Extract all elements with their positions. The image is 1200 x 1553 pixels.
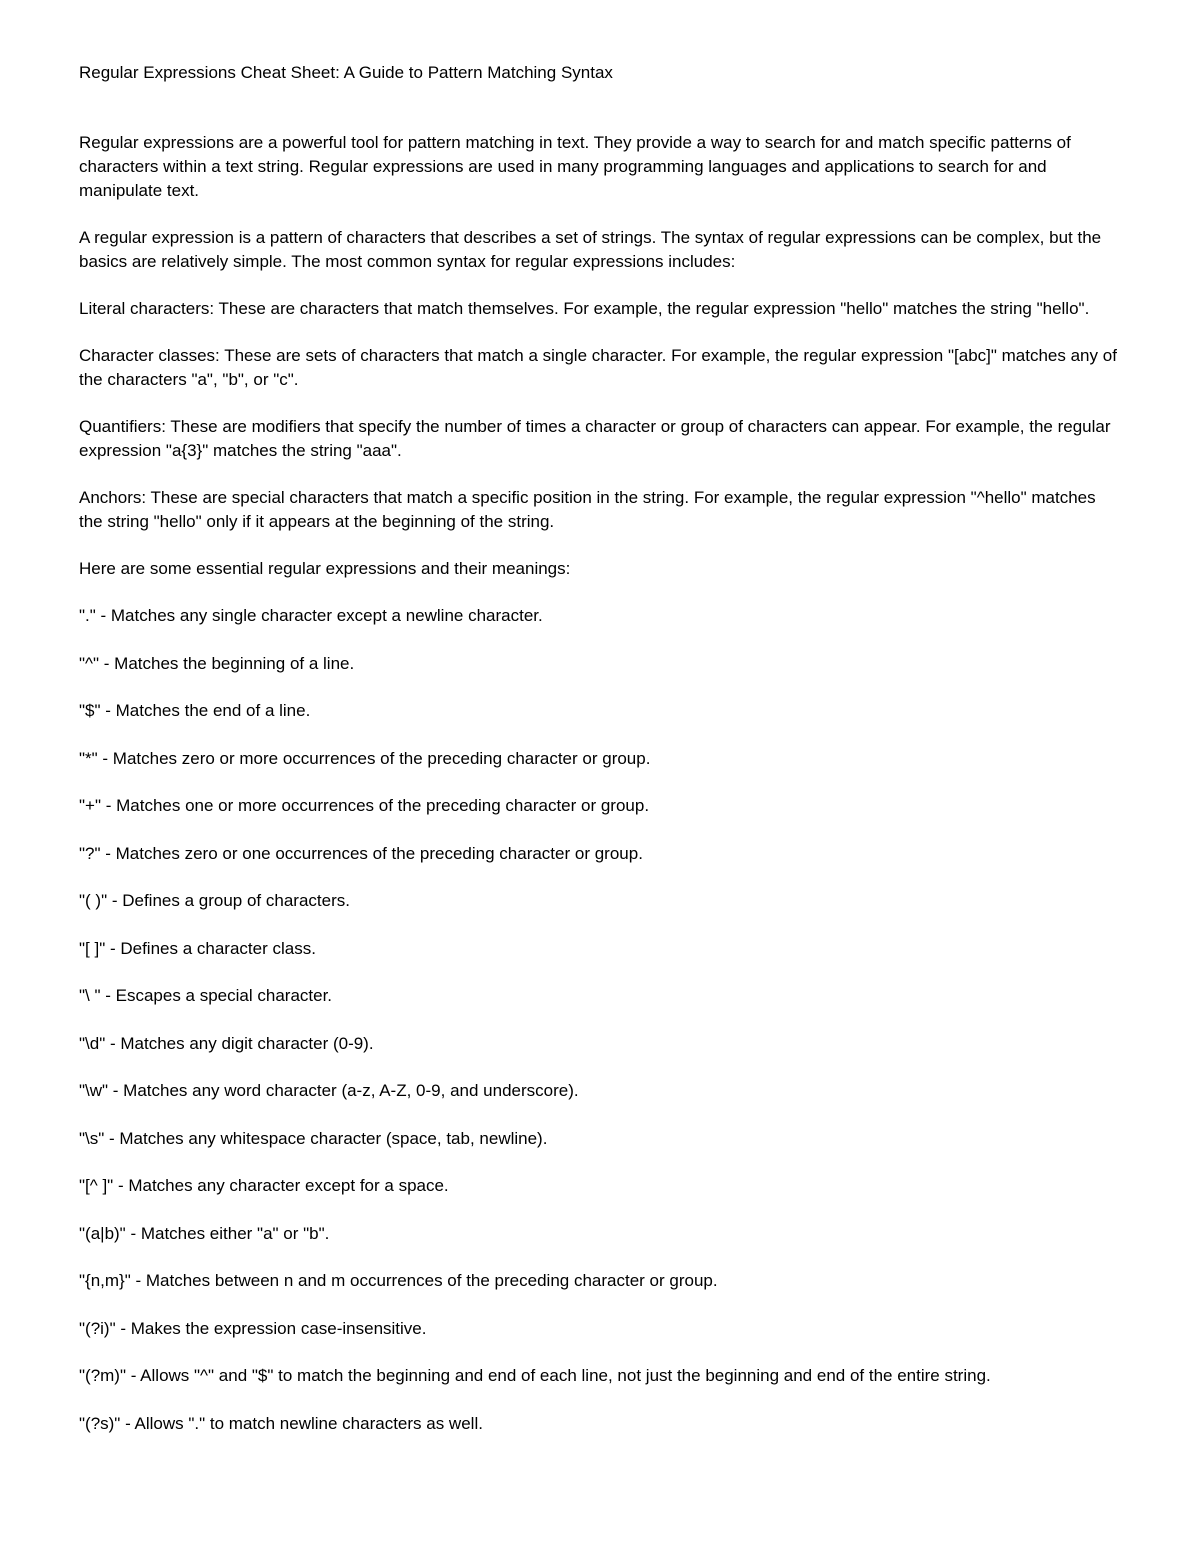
regex-entry: "(?s)" - Allows "." to match newline characters as well.: [79, 1413, 483, 1433]
regex-entry-list: [79, 604, 1119, 1436]
document-body: [79, 61, 1119, 1459]
regex-entry: "." - Matches any single character except a newline character.: [79, 606, 543, 625]
regex-entry: "{n,m}" - Matches between n and m occurrences of the preceding character or group.: [79, 1271, 718, 1290]
essential-list-intro: Here are some essential regular expressions and their meanings:: [79, 559, 571, 578]
regex-entry: "?" - Matches zero or one occurrences of the preceding character or group.: [79, 843, 643, 863]
regex-entry: "(?m)" - Allows "^" and "$" to match the beginning and end of each line, not just the beginning and end of the entire string.: [79, 1366, 991, 1385]
intro-paragraph: Regular expressions are a powerful tool for pattern matching in text. They provide a way to search for and match specific patterns of characters within a text string. Regular expressions are used in many programming languages and applications to search for and manipulate text.: [79, 133, 1071, 200]
regex-entry: "[^ ]" - Matches any character except for a space.: [79, 1176, 449, 1195]
regex-entry: "[ ]" - Defines a character class.: [79, 938, 316, 958]
syntax-overview-paragraph: A regular expression is a pattern of characters that describes a set of strings. The syntax of regular expressions can be complex, but the basics are relatively simple. The most common syntax for regular expressions includes:: [79, 228, 1102, 271]
regex-entry: "*" - Matches zero or more occurrences of the preceding character or group.: [79, 748, 651, 768]
regex-entry: "\d" - Matches any digit character (0-9).: [79, 1033, 374, 1053]
document-title: Regular Expressions Cheat Sheet: A Guide to Pattern Matching Syntax: [79, 63, 613, 82]
regex-entry: "$" - Matches the end of a line.: [79, 701, 311, 720]
regex-entry: "(?i)" - Makes the expression case-insensitive.: [79, 1318, 427, 1338]
quantifiers-paragraph: Quantifiers: These are modifiers that specify the number of times a character or group of characters can appear. For example, the regular expression "a{3}" matches the string "aaa".: [79, 417, 1111, 460]
anchors-paragraph: Anchors: These are special characters that match a specific position in the string. For example, the regular expression "^hello" matches the string "hello" only if it appears at the beginning of the string.: [79, 488, 1096, 531]
regex-entry: "\ " - Escapes a special character.: [79, 986, 333, 1005]
literal-characters-paragraph: Literal characters: These are characters that match themselves. For example, the regular expression "hello" matches the string "hello".: [79, 299, 1090, 318]
regex-entry: "\w" - Matches any word character (a-z, A-Z, 0-9, and underscore).: [79, 1081, 579, 1100]
regex-entry: "+" - Matches one or more occurrences of the preceding character or group.: [79, 796, 650, 815]
regex-entry: "( )" - Defines a group of characters.: [79, 891, 350, 910]
regex-entry: "^" - Matches the beginning of a line.: [79, 653, 355, 673]
regex-entry: "(a|b)" - Matches either "a" or "b".: [79, 1223, 330, 1243]
intro-section: [79, 131, 1119, 581]
regex-entry: "\s" - Matches any whitespace character (space, tab, newline).: [79, 1128, 548, 1148]
character-classes-paragraph: Character classes: These are sets of characters that match a single character. For example, the regular expression "[abc]" matches any of the characters "a", "b", or "c".: [79, 346, 1117, 389]
